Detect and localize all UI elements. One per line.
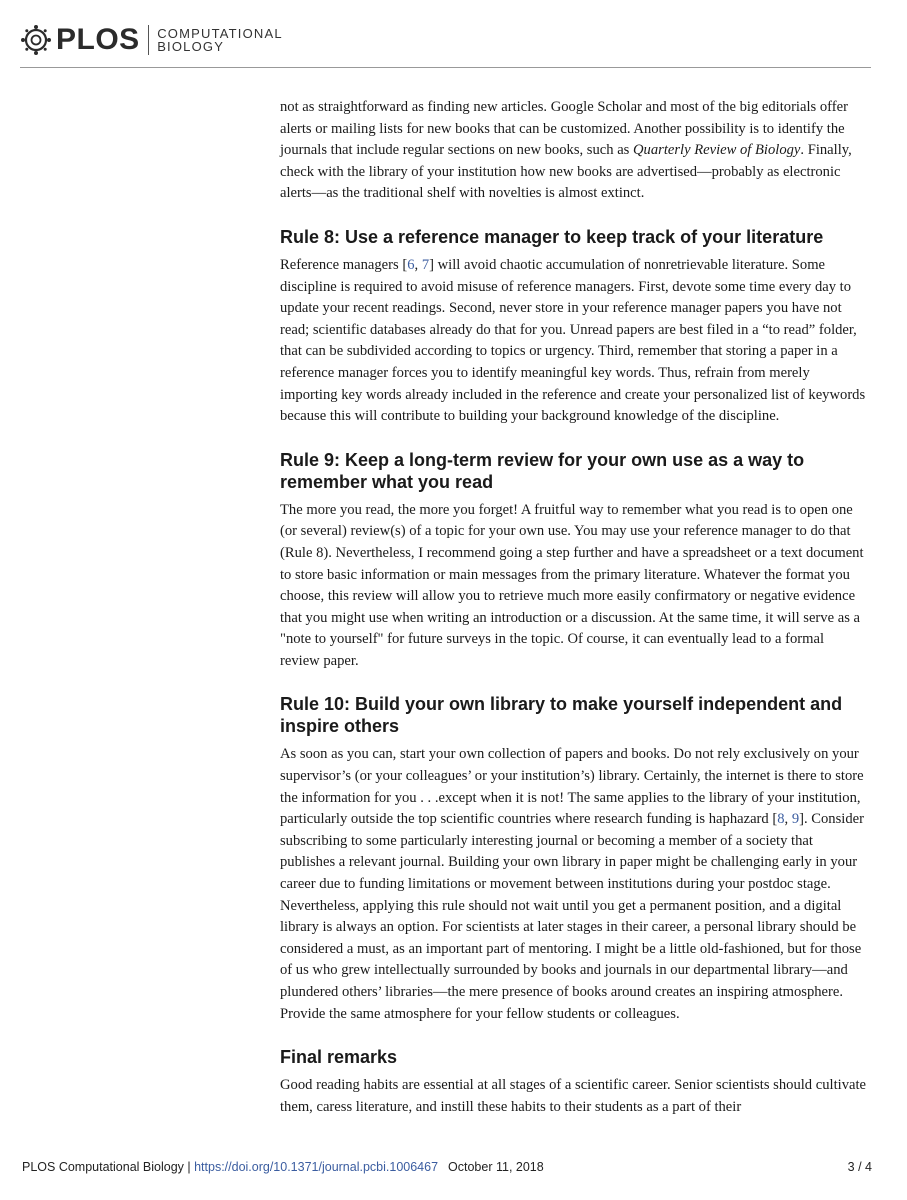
intro-paragraph: not as straightforward as finding new articles. Google Scholar and most of the big editorials offer alerts or mailing lists for new books that can be customized. Another possibility is to identify the journals that include regular sections on new books, such as Quarterly Review of Biology. Finally, check with the library of your institution how new books are advertised—probably as electronic alerts—as the traditional shelf with novelties is almost extinct.	[280, 99, 852, 202]
rule8-paragraph: Reference managers [6, 7] will avoid chaotic accumulation of nonretrievable literature. Some discipline is required to avoid misuse of reference managers. First, devote some time every day to update your recent readings. Second, never store in your reference manager papers you have not read; scientific databases already do that for you. Unread papers are best filed in a “to read” folder, that can be subdivided according to topics or urgency. Third, remember that storing a paper in a reference manager forces you to identify meaningful key words. Thus, refrain from merely importing key words already included in the reference and create your personalized list of keywords because this will contribute to building your background knowledge of the discipline.	[280, 256, 866, 425]
doi-link[interactable]: https://doi.org/10.1371/journal.pcbi.1006467	[194, 1160, 439, 1174]
page-footer	[22, 1160, 872, 1174]
logo-wordmark: PLOS	[56, 23, 140, 56]
journal-title-italic: Quarterly Review of Biology	[633, 142, 801, 159]
journal-name-line2: BIOLOGY	[157, 39, 225, 54]
citation-link[interactable]: 8	[777, 811, 785, 828]
final-remarks-paragraph: Good reading habits are essential at all stages of a scientific career. Senior scientists should cultivate them, caress literature, and instill these habits to their students as a part of their	[280, 1077, 866, 1115]
rule9-heading: Rule 9: Keep a long-term review for your own use as a way to remember what you read	[280, 449, 805, 492]
footer-journal: PLOS Computational Biology |	[22, 1160, 195, 1174]
page-header	[20, 24, 880, 64]
journal-name-line1: COMPUTATIONAL	[157, 26, 283, 41]
journal-name	[157, 27, 283, 53]
plos-logo	[20, 24, 283, 56]
rule8-heading: Rule 8: Use a reference manager to keep track of your literature	[280, 226, 824, 247]
rule10-heading: Rule 10: Build your own library to make yourself independent and inspire others	[280, 694, 843, 737]
footer-date: October 11, 2018	[448, 1160, 544, 1174]
page-number: 3 / 4	[847, 1160, 872, 1174]
citation-link[interactable]: 7	[421, 256, 430, 273]
rule9-paragraph: The more you read, the more you forget! A fruitful way to remember what you read is to open one (or several) review(s) of a topic for your own use. You may use your reference manager to do that (Rule 8). Nevertheless, I recommend going a step further and have a spreadsheet or a text document to store basic information or main messages from the primary literature. Whatever the format you choose, this review will allow you to retrieve much more easily confirmatory or negative evidence that you might use when writing an introduction or a discussion. At the same time, it will serve as a "note to yourself" for future surveys in the topic. Of course, it can eventually lead to a formal review paper.	[280, 501, 864, 669]
final-remarks-heading: Final remarks	[280, 1047, 398, 1068]
header-divider	[20, 67, 871, 68]
citation-link[interactable]: 9	[791, 811, 800, 828]
citation-link[interactable]: 6	[407, 256, 415, 273]
rule10-paragraph: As soon as you can, start your own collection of papers and books. Do not rely exclusively on your supervisor’s (or your colleagues’ or your institution’s) library. Certainly, the internet is there to store the information for you . . .except when it is not! The same applies to the library of your institution, particularly outside the top scientific countries where research funding is haphazard [8, 9]. Consider subscribing to some particularly interesting journal or becoming a member of a society that publishes a relevant journal. Building your own library in paper might be challenging early in your career due to funding limitations or movement between institutions during your postdoc stage. Nevertheless, applying this rule should not wait until you get a permanent position, and a digital library is always an option. For scientists at later stages in their career, a personal library should be considered a must, as an important part of mentoring. I might be a little old-fashioned, but for those of us who grew intellectually surrounded by books and journals in our departmental library—and plundered others’ libraries—the mere presence of books around creates an inspiring atmosphere. Provide the same atmosphere for your fellow students or colleagues.	[280, 746, 864, 1022]
logo-divider	[148, 25, 150, 55]
article-body	[280, 97, 867, 1118]
plos-globe-icon	[20, 24, 52, 56]
